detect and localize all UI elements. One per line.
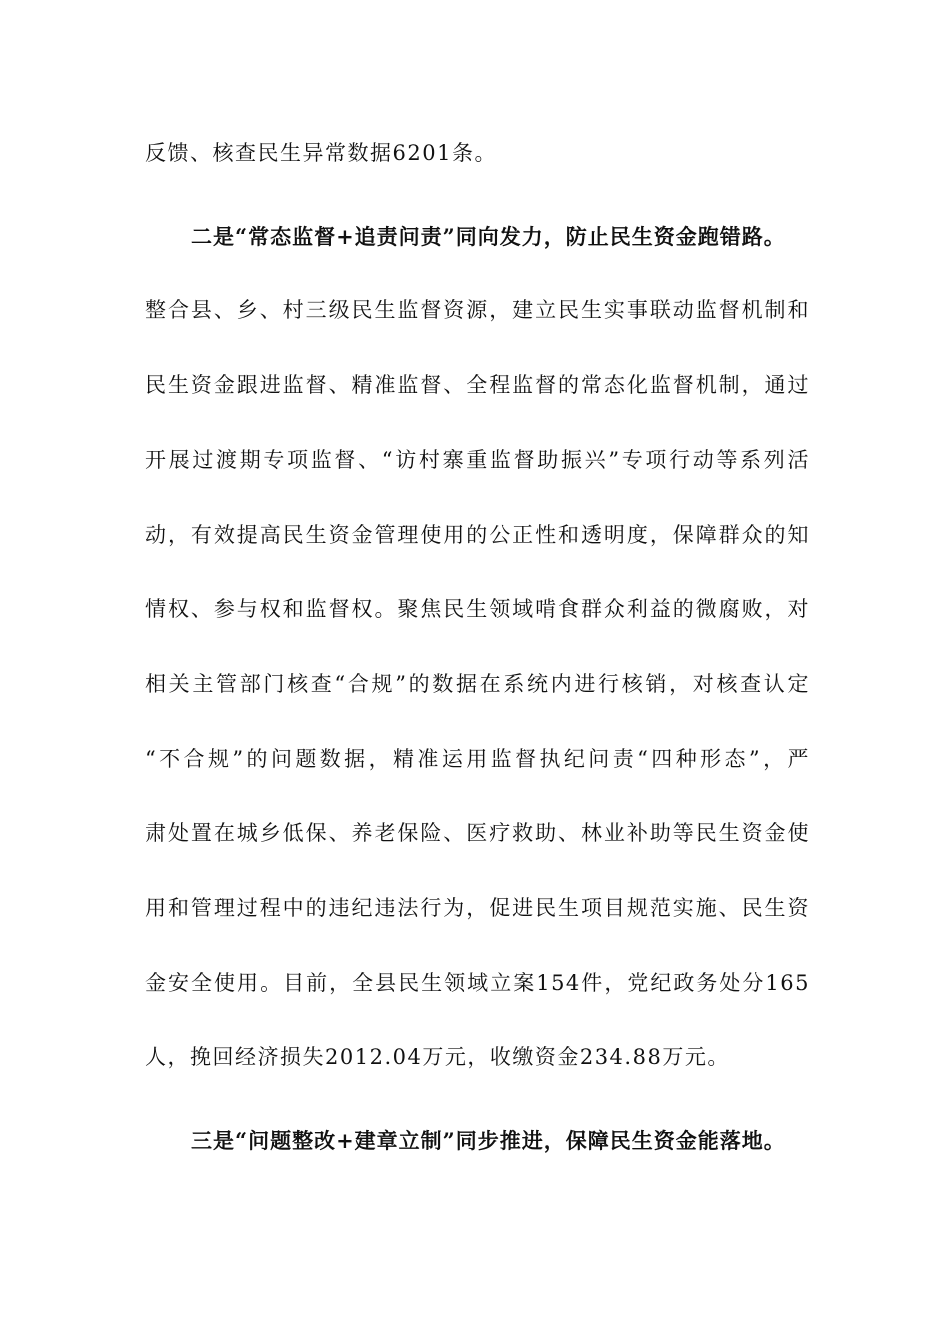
section-heading-2: 二是“常态监督+追责问责”同向发力，防止民生资金跑错路。	[191, 224, 786, 249]
paragraph-line: “不合规”的问题数据，精准运用监督执纪问责“四种形态”，严	[145, 747, 810, 771]
paragraph-line-last: 人，挽回经济损失2012.04万元，收缴资金234.88万元。	[145, 1045, 730, 1069]
paragraph-line: 整合县、乡、村三级民生监督资源，建立民生实事联动监督机制和	[145, 298, 810, 322]
paragraph-line: 情权、参与权和监督权。聚焦民生领域啃食群众利益的微腐败，对	[145, 597, 810, 621]
paragraph-line: 动，有效提高民生资金管理使用的公正性和透明度，保障群众的知	[145, 523, 810, 547]
paragraph-line: 相关主管部门核查“合规”的数据在系统内进行核销，对核查认定	[145, 672, 810, 696]
paragraph-line: 民生资金跟进监督、精准监督、全程监督的常态化监督机制，通过	[145, 373, 810, 397]
paragraph-line: 金安全使用。目前，全县民生领域立案154件，党纪政务处分165	[145, 971, 810, 995]
paragraph-line: 开展过渡期专项监督、“访村寨重监督助振兴”专项行动等系列活	[145, 448, 810, 472]
section-heading-3: 三是“问题整改+建章立制”同步推进，保障民生资金能落地。	[191, 1128, 786, 1153]
paragraph-line-opening: 反馈、核查民生异常数据6201条。	[145, 141, 497, 165]
paragraph-line: 用和管理过程中的违纪违法行为，促进民生项目规范实施、民生资	[145, 896, 810, 920]
paragraph-line: 肃处置在城乡低保、养老保险、医疗救助、林业补助等民生资金使	[145, 821, 810, 845]
